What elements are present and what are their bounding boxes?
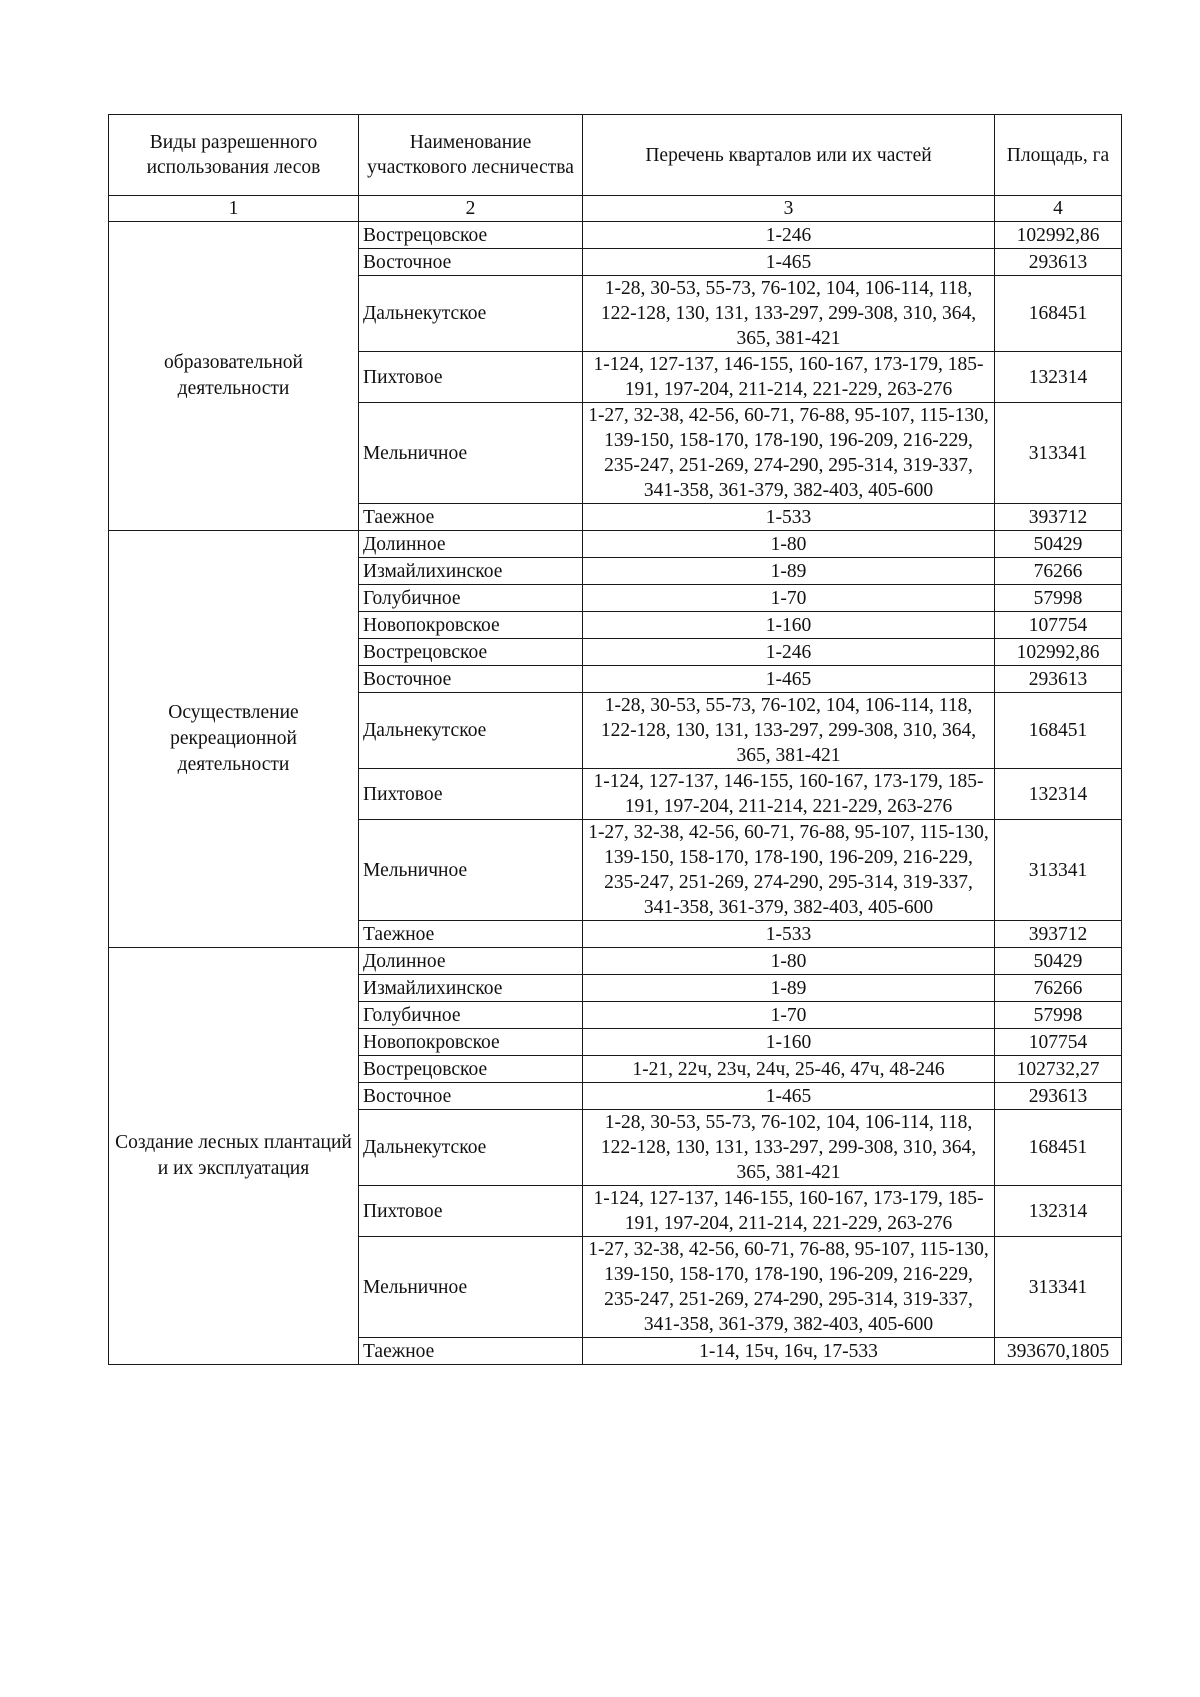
quarters-cell: 1-465 <box>583 249 995 276</box>
forestry-name-cell: Мельничное <box>359 403 583 504</box>
quarters-cell: 1-27, 32-38, 42-56, 60-71, 76-88, 95-107, 115-130, 139-150, 158-170, 178-190, 196-209, 216-229, 235-247, 251-269, 274-290, 295-314, 319-337, 341-358, 361-379, 382-403, 405-600 <box>583 1237 995 1338</box>
forestry-name-cell: Мельничное <box>359 820 583 921</box>
table-body <box>109 222 1122 1365</box>
quarters-cell: 1-533 <box>583 921 995 948</box>
quarters-cell: 1-89 <box>583 558 995 585</box>
area-cell: 102992,86 <box>995 639 1122 666</box>
column-number: 2 <box>359 196 583 222</box>
quarters-cell: 1-28, 30-53, 55-73, 76-102, 104, 106-114, 118, 122-128, 130, 131, 133-297, 299-308, 310, 364, 365, 381-421 <box>583 693 995 769</box>
forestry-name-cell: Восточное <box>359 666 583 693</box>
quarters-cell: 1-80 <box>583 531 995 558</box>
area-cell: 107754 <box>995 1029 1122 1056</box>
header-area: Площадь, га <box>995 115 1122 196</box>
quarters-cell: 1-21, 22ч, 23ч, 24ч, 25-46, 47ч, 48-246 <box>583 1056 995 1083</box>
area-cell: 107754 <box>995 612 1122 639</box>
forestry-name-cell: Новопокровское <box>359 612 583 639</box>
forestry-name-cell: Измайлихинское <box>359 558 583 585</box>
area-cell: 168451 <box>995 276 1122 352</box>
area-cell: 293613 <box>995 249 1122 276</box>
area-cell: 50429 <box>995 531 1122 558</box>
column-number: 3 <box>583 196 995 222</box>
use-type-cell: Осуществление рекреационной деятельности <box>109 531 359 948</box>
forestry-name-cell: Пихтовое <box>359 352 583 403</box>
table-row <box>109 222 1122 249</box>
forest-use-table <box>108 114 1122 1365</box>
forestry-name-cell: Таежное <box>359 921 583 948</box>
area-cell: 313341 <box>995 403 1122 504</box>
table-row <box>109 531 1122 558</box>
area-cell: 76266 <box>995 558 1122 585</box>
area-cell: 132314 <box>995 1186 1122 1237</box>
quarters-cell: 1-465 <box>583 666 995 693</box>
forestry-name-cell: Долинное <box>359 948 583 975</box>
area-cell: 313341 <box>995 1237 1122 1338</box>
area-cell: 393670,1805 <box>995 1338 1122 1365</box>
forestry-name-cell: Дальнекутское <box>359 276 583 352</box>
forestry-name-cell: Вострецовское <box>359 222 583 249</box>
area-cell: 76266 <box>995 975 1122 1002</box>
area-cell: 393712 <box>995 921 1122 948</box>
area-cell: 102992,86 <box>995 222 1122 249</box>
header-quarters-list: Перечень кварталов или их частей <box>583 115 995 196</box>
area-cell: 132314 <box>995 769 1122 820</box>
quarters-cell: 1-14, 15ч, 16ч, 17-533 <box>583 1338 995 1365</box>
quarters-cell: 1-246 <box>583 222 995 249</box>
use-type-cell: образовательной деятельности <box>109 222 359 531</box>
area-cell: 168451 <box>995 1110 1122 1186</box>
forestry-name-cell: Вострецовское <box>359 639 583 666</box>
quarters-cell: 1-27, 32-38, 42-56, 60-71, 76-88, 95-107, 115-130, 139-150, 158-170, 178-190, 196-209, 216-229, 235-247, 251-269, 274-290, 295-314, 319-337, 341-358, 361-379, 382-403, 405-600 <box>583 403 995 504</box>
forestry-name-cell: Пихтовое <box>359 769 583 820</box>
forestry-name-cell: Измайлихинское <box>359 975 583 1002</box>
area-cell: 293613 <box>995 1083 1122 1110</box>
quarters-cell: 1-80 <box>583 948 995 975</box>
forestry-name-cell: Таежное <box>359 504 583 531</box>
area-cell: 393712 <box>995 504 1122 531</box>
area-cell: 102732,27 <box>995 1056 1122 1083</box>
forestry-name-cell: Голубичное <box>359 1002 583 1029</box>
quarters-cell: 1-124, 127-137, 146-155, 160-167, 173-179, 185-191, 197-204, 211-214, 221-229, 263-276 <box>583 1186 995 1237</box>
forestry-name-cell: Вострецовское <box>359 1056 583 1083</box>
column-number: 1 <box>109 196 359 222</box>
area-cell: 50429 <box>995 948 1122 975</box>
area-cell: 57998 <box>995 1002 1122 1029</box>
area-cell: 132314 <box>995 352 1122 403</box>
quarters-cell: 1-246 <box>583 639 995 666</box>
column-number: 4 <box>995 196 1122 222</box>
quarters-cell: 1-70 <box>583 1002 995 1029</box>
quarters-cell: 1-160 <box>583 612 995 639</box>
forestry-name-cell: Пихтовое <box>359 1186 583 1237</box>
forestry-name-cell: Новопокровское <box>359 1029 583 1056</box>
forestry-name-cell: Голубичное <box>359 585 583 612</box>
forestry-name-cell: Таежное <box>359 1338 583 1365</box>
use-type-cell: Создание лесных плантаций и их эксплуатация <box>109 948 359 1365</box>
forestry-name-cell: Дальнекутское <box>359 1110 583 1186</box>
header-row <box>109 115 1122 196</box>
table-row <box>109 948 1122 975</box>
quarters-cell: 1-28, 30-53, 55-73, 76-102, 104, 106-114, 118, 122-128, 130, 131, 133-297, 299-308, 310, 364, 365, 381-421 <box>583 1110 995 1186</box>
forestry-name-cell: Восточное <box>359 249 583 276</box>
area-cell: 313341 <box>995 820 1122 921</box>
forestry-name-cell: Дальнекутское <box>359 693 583 769</box>
quarters-cell: 1-124, 127-137, 146-155, 160-167, 173-179, 185-191, 197-204, 211-214, 221-229, 263-276 <box>583 352 995 403</box>
quarters-cell: 1-89 <box>583 975 995 1002</box>
quarters-cell: 1-533 <box>583 504 995 531</box>
area-cell: 293613 <box>995 666 1122 693</box>
header-forestry-name: Наименование участкового лесничества <box>359 115 583 196</box>
quarters-cell: 1-160 <box>583 1029 995 1056</box>
forestry-name-cell: Восточное <box>359 1083 583 1110</box>
column-numbers-row <box>109 196 1122 222</box>
header-use-type: Виды разрешенного использования лесов <box>109 115 359 196</box>
forestry-name-cell: Мельничное <box>359 1237 583 1338</box>
forestry-name-cell: Долинное <box>359 531 583 558</box>
quarters-cell: 1-28, 30-53, 55-73, 76-102, 104, 106-114, 118, 122-128, 130, 131, 133-297, 299-308, 310, 364, 365, 381-421 <box>583 276 995 352</box>
quarters-cell: 1-70 <box>583 585 995 612</box>
quarters-cell: 1-27, 32-38, 42-56, 60-71, 76-88, 95-107, 115-130, 139-150, 158-170, 178-190, 196-209, 216-229, 235-247, 251-269, 274-290, 295-314, 319-337, 341-358, 361-379, 382-403, 405-600 <box>583 820 995 921</box>
area-cell: 168451 <box>995 693 1122 769</box>
quarters-cell: 1-124, 127-137, 146-155, 160-167, 173-179, 185-191, 197-204, 211-214, 221-229, 263-276 <box>583 769 995 820</box>
quarters-cell: 1-465 <box>583 1083 995 1110</box>
area-cell: 57998 <box>995 585 1122 612</box>
